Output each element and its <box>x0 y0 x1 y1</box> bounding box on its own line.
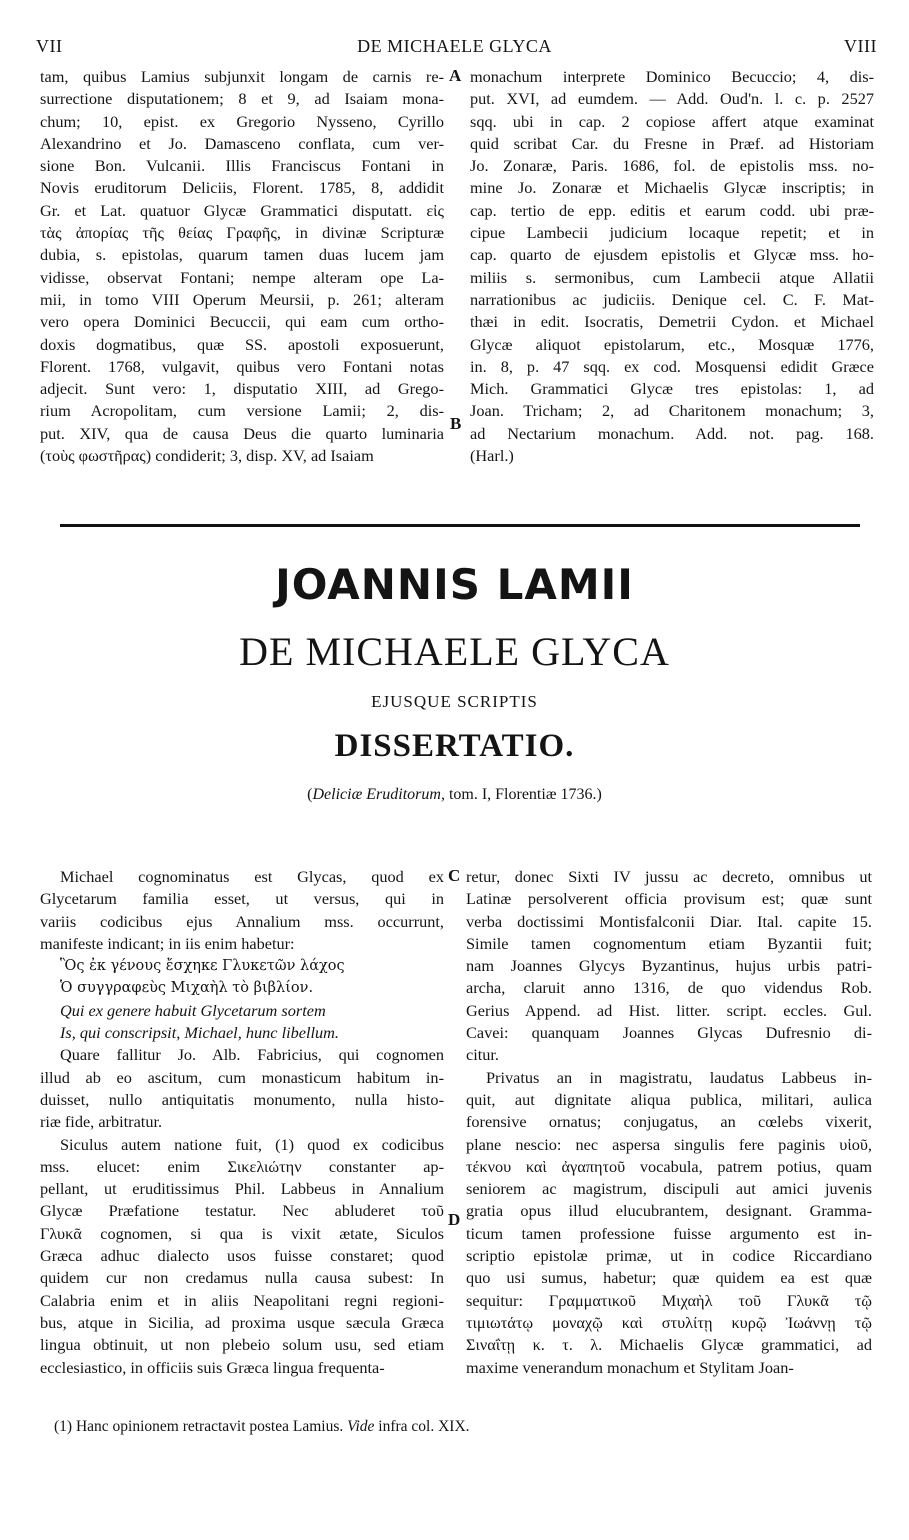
footnote-text: Hanc opinionem retractavit postea Lamius. <box>75 1418 344 1435</box>
text-line: illud ab eo ascitum, cum monasticum habitum in- <box>40 1067 444 1087</box>
text-line: τιμιωτάτῳ μοναχῷ καὶ στυλίτῃ κυρῷ Ἰωάννῃ τῷ <box>466 1312 872 1332</box>
work-title: DE MICHAELE GLYCA <box>239 629 670 674</box>
text-line: variis codicibus ejus Annalium mss. occurrunt, <box>40 911 444 931</box>
text-line: quidem cur non credamus nulla causa subest: In <box>40 1268 444 1288</box>
text-line: thæi in edit. Isocratis, Demetrii Cydon. et Michael <box>470 312 874 332</box>
text-line: (τοὺς φωστῆρας) condiderit; 3, disp. XV, ad Isaiam <box>40 446 374 466</box>
text-line: mss. elucet: enim Σικελιώτην constanter ap- <box>40 1156 444 1176</box>
text-line: narrationibus ac judiciis. Denique cel. C. F. Mat- <box>470 289 874 309</box>
text-line: dubia, s. epistolas, quarum tamen duas lucem jam <box>40 245 444 265</box>
text-line: in. 8, p. 47 sqq. ex cod. Mosquensi edidit Græce <box>470 356 874 376</box>
footnote-ref: infra col. XIX. <box>378 1418 470 1435</box>
author-heading: JOANNIS LAMII <box>275 560 634 609</box>
text-line: citur. <box>466 1045 500 1065</box>
source-citation: (Deliciæ Eruditorum, tom. I, Florentiæ 1736.) <box>307 786 602 803</box>
text-line: cap. tertio de epp. editis et earum codd. ubi præ- <box>470 200 874 220</box>
text-line: nam Joannes Glycys Byzantinus, hujus urbis patri- <box>466 956 872 976</box>
text-line: Joan. Tricham; 2, ad Charitonem monachum; 3, <box>470 401 874 421</box>
text-line: cap. quarto de ejusdem epistolis et Glycæ mss. ho- <box>470 245 874 265</box>
margin-letter-c: C <box>448 866 461 885</box>
running-title: DE MICHAELE GLYCA <box>357 36 552 56</box>
text-line: verba doctissimi Montisfalconii Diar. Ital. capite 15. <box>466 911 872 931</box>
text-line: tam, quibus Lamius subjunxit longam de carnis re- <box>40 67 444 86</box>
text-line: ad Nectarium monachum. Add. not. pag. 168. <box>470 423 874 443</box>
text-line: Glycæ Præfatione testatur. Nec abluderet τοῦ <box>40 1201 444 1221</box>
dissertatio-heading: DISSERTATIO. <box>334 728 575 764</box>
footnote-mark: (1) <box>54 1418 73 1435</box>
text-line: sequitur: Γραμματικοῦ Μιχαὴλ τοῦ Γλυκᾶ τῷ <box>466 1290 872 1310</box>
source-details: tom. I, Florentiæ 1736. <box>448 786 597 803</box>
text-line: put. XVI, ad eumdem. — Add. Oud'n. l. c. p. 2527 <box>470 89 874 109</box>
text-line: rium Acropolitam, cum versione Lamii; 2, dis- <box>40 401 444 421</box>
text-line: retur, donec Sixti IV jussu ac decreto, omnibus ut <box>466 867 872 886</box>
text-line: Alexandrino et Jo. Damasceno conflata, cum ver- <box>40 133 444 153</box>
text-line: Novis eruditorum Deliciis, Florent. 1785, 8, addidit <box>40 178 444 198</box>
text-line: duisset, nullo antiquitatis monumento, nulla histo- <box>40 1089 444 1109</box>
text-line: Latinæ persolverent officia provisum est; quæ sunt <box>466 889 872 909</box>
text-line: Is, qui conscripsit, Michael, hunc libellum. <box>60 1023 339 1043</box>
text-line: Jo. Zonaræ, Paris. 1686, fol. de epistolis mss. no- <box>470 156 874 176</box>
text-line: vero opera Dominici Becuccii, qui eam cum ortho- <box>40 312 444 332</box>
text-line: Ὁ συγγραφεὺς Μιχαὴλ τὸ βιβλίον. <box>60 980 314 997</box>
section-divider <box>60 524 860 527</box>
text-line: quid scribat Car. du Fresne in Præf. ad Historiam <box>470 133 874 153</box>
text-line: τὰς ἀπορίας τῆς θείας Γραφῆς, in divinæ Scripturæ <box>40 223 444 243</box>
text-line: Cavei: quanquam Joannes Glycas Dufresnio di- <box>466 1023 872 1043</box>
footnote <box>54 1418 470 1436</box>
text-line: Ὃς ἐκ γένους ἔσχηκε Γλυκετῶν λάχος <box>60 958 345 975</box>
text-line: Γλυκᾶ cognomen, si qua is vixit ætate, Siculos <box>40 1223 444 1243</box>
margin-letter-a: A <box>449 66 462 85</box>
text-line: Quare fallitur Jo. Alb. Fabricius, qui cognomen <box>60 1045 444 1065</box>
text-line: maxime venerandum monachum et Stylitam Joan- <box>466 1357 794 1377</box>
top-right-column <box>470 66 874 467</box>
text-line: doxis dogmatibus, quæ SS. apostoli exposuerunt, <box>40 334 444 354</box>
text-line: monachum interprete Dominico Becuccio; 4, dis- <box>470 67 874 86</box>
text-line: Mich. Grammatici Glycæ tres epistolas: 1, ad <box>470 379 874 399</box>
text-line: adjecit. Sunt vero: 1, disputatio XIII, ad Grego- <box>40 379 444 399</box>
text-line: gratia opus illud elucubrantem, designant. Gramma- <box>466 1201 872 1221</box>
text-line: pellant, ut eruditissimus Phil. Labbeus in Annalium <box>40 1179 444 1199</box>
text-line: Glycæ aliquot epistolarum, etc., Mosquæ 1776, <box>470 334 874 354</box>
text-line: Privatus an in magistratu, laudatus Labbeus in- <box>486 1067 872 1087</box>
text-line: ticum tamen professione fuisse argumento est in- <box>466 1223 872 1243</box>
text-line: Græca adhuc dialecto usos fuisse constaret; quod <box>40 1246 444 1266</box>
margin-letter-d: D <box>448 1210 461 1229</box>
text-line: ecclesiastico, in officiis suis Græca lingua frequenta- <box>40 1357 385 1377</box>
top-left-column <box>40 66 444 467</box>
text-line: miliis s. sermonibus, cum Lambecii atque Allatii <box>470 267 874 287</box>
text-line: τέκνου καὶ ἀγαπητοῦ vocabula, patrem potius, quam <box>466 1156 872 1176</box>
text-line: seniorem ac magistrum, discipuli aut amici juvenis <box>466 1179 872 1199</box>
text-line: lingua obtinuit, ut non plebeio solum usu, sed etiam <box>40 1335 444 1355</box>
text-line: mii, in tomo VIII Operum Meursii, p. 261; alteram <box>40 289 444 309</box>
work-subtitle: EJUSQUE SCRIPTIS <box>371 692 538 711</box>
text-line: riæ fide, arbitratur. <box>40 1112 163 1132</box>
text-line: plane nescio: nec aspersa singulis fere paginis υἱοῦ, <box>466 1134 872 1154</box>
text-line: bus, atque in Sicilia, ad proxima usque sæcula Græca <box>40 1312 444 1332</box>
text-line: quit, aut dignitate aliqua publica, militari, aulica <box>466 1089 872 1109</box>
text-line: quo usi sumus, habetur; quæ quidem ea est quæ <box>466 1268 872 1288</box>
text-line: Calabria enim et in aliis Neapolitani regni regioni- <box>40 1290 444 1310</box>
footnote-vide: Vide <box>347 1418 375 1435</box>
text-line: cipue Lambecii judicium locaque repetit; et in <box>470 223 874 243</box>
text-line: Qui ex genere habuit Glycetarum sortem <box>60 1000 326 1020</box>
text-line: sqq. ubi in cap. 2 copiose affert atque examinat <box>470 111 874 131</box>
text-line: Florent. 1768, vulgavit, quibus vero Fontani notas <box>40 356 444 376</box>
body-left-column <box>40 866 444 1379</box>
text-line: Michael cognominatus est Glycas, quod ex <box>60 867 444 886</box>
text-line: mine Jo. Zonaræ et Michaelis Glycæ inscriptis; in <box>470 178 874 198</box>
text-line: (Harl.) <box>470 446 514 466</box>
text-line: chum; 10, epist. ex Gregorio Nysseno, Cyrillo <box>40 111 444 131</box>
text-line: vidisse, observat Fontani; nempe alteram ope La- <box>40 267 444 287</box>
text-line: sione Bon. Vulcanii. Illis Franciscus Fontani in <box>40 156 444 176</box>
text-line: Σιναΐτῃ κ. τ. λ. Michaelis Glycæ grammatici, ad <box>466 1335 872 1355</box>
text-line: Glycetarum familia esset, ut versus, qui in <box>40 889 444 909</box>
text-line: Siculus autem natione fuit, (1) quod ex codicibus <box>60 1134 444 1154</box>
text-line: manifeste indicant; in iis enim habetur: <box>40 933 295 953</box>
text-line: scriptio epistolæ primæ, ut in codice Riccardiano <box>466 1246 872 1266</box>
text-line: Gr. et Lat. quatuor Glycæ Grammatici disputatt. εἰς <box>40 200 444 220</box>
text-line: forensive ornatus; conjugatus, an cœlebs vixerit, <box>466 1112 872 1132</box>
text-line: Gerius Append. ad Hist. litter. script. eccles. Gul. <box>466 1000 872 1020</box>
source-journal: Deliciæ Eruditorum, <box>312 786 445 803</box>
page-number-left: VII <box>36 36 63 56</box>
page-number-right: VIII <box>844 36 877 56</box>
margin-letter-b: B <box>450 414 462 433</box>
text-line: Simile tamen cognomentum etiam Byzantii fuit; <box>466 933 872 953</box>
text-line: archa, claruit anno 1316, de quo videndus Rob. <box>466 978 872 998</box>
text-line: surrectione disputationem; 8 et 9, ad Isaiam mona- <box>40 89 444 109</box>
body-right-column <box>466 866 872 1379</box>
text-line: put. XIV, qua de causa Deus die quarto luminaria <box>40 423 444 443</box>
